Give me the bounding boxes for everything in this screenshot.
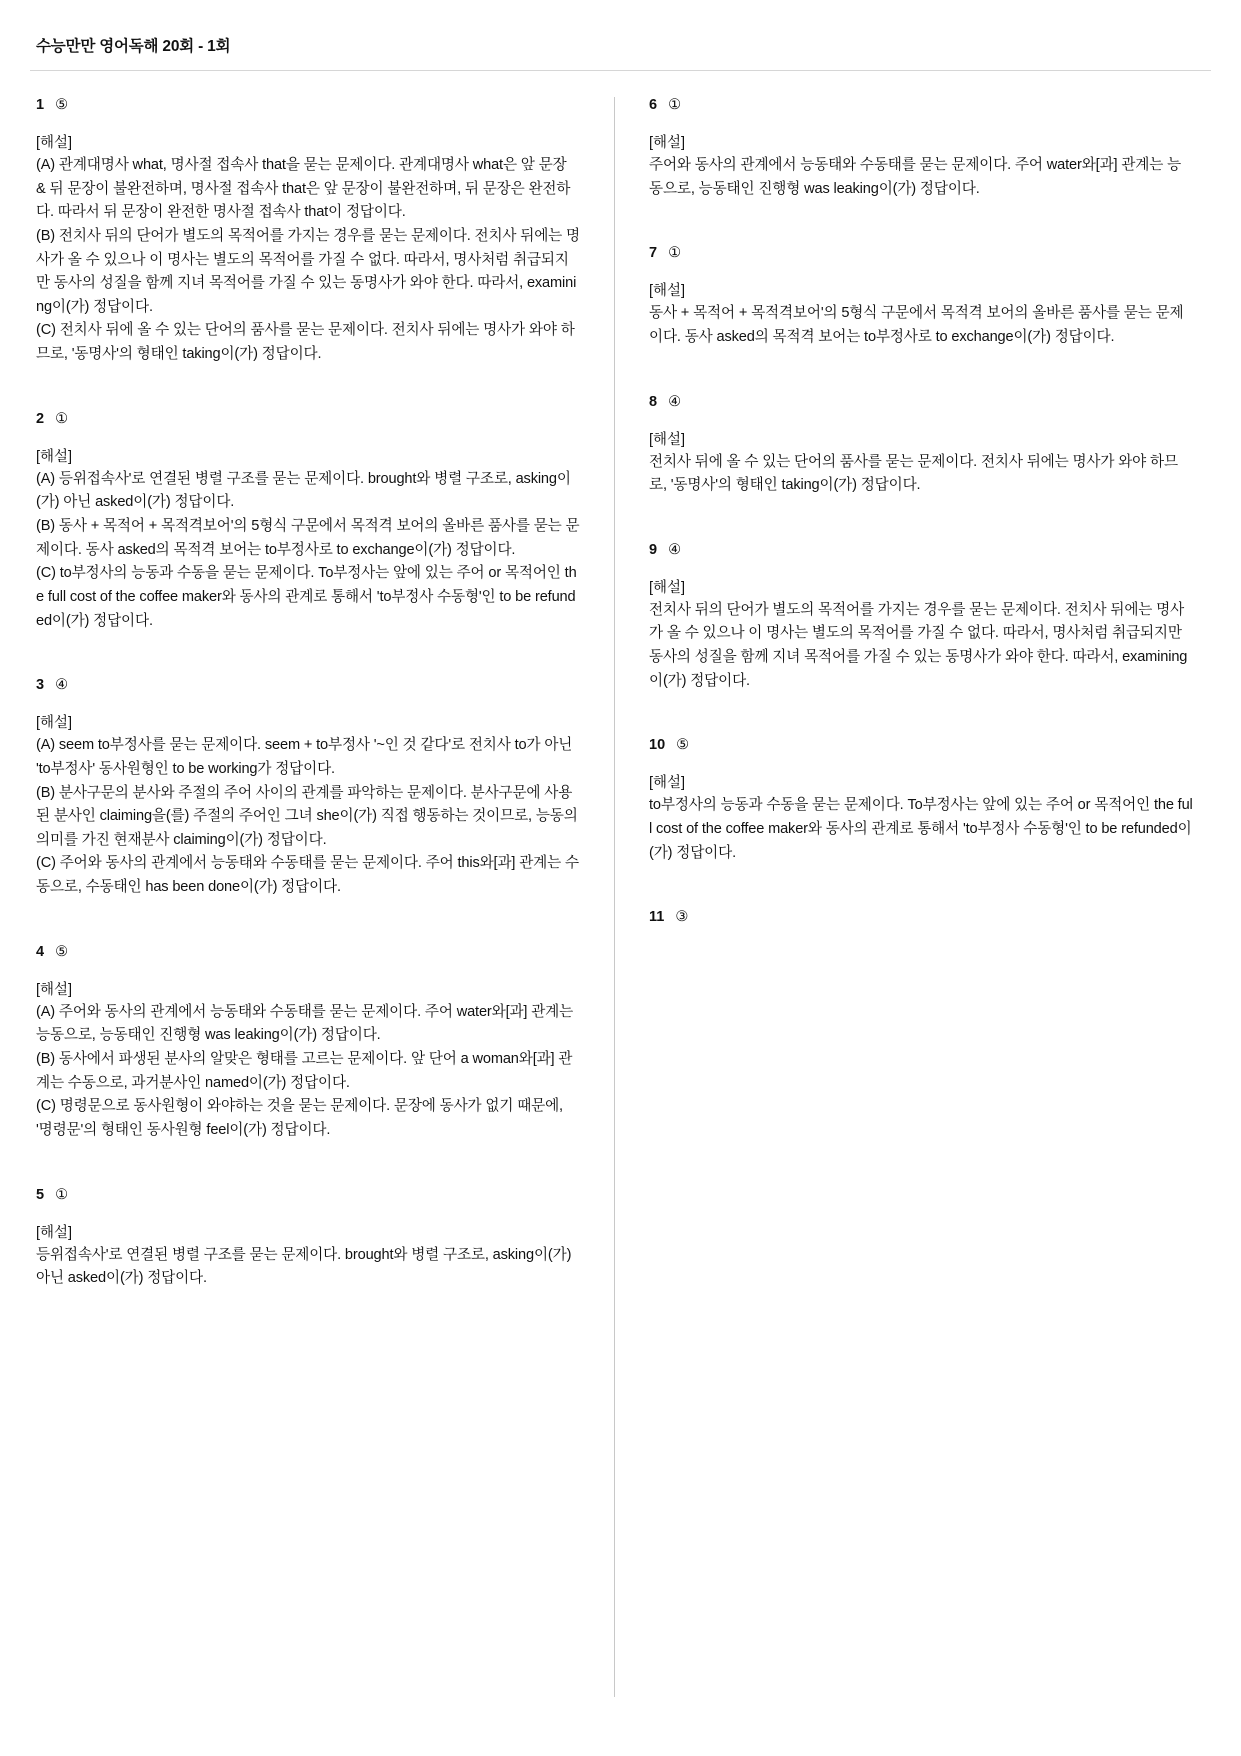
answer-item — [36, 1187, 580, 1291]
explanation-line: 주어와 동사의 관계에서 능동태와 수동태를 묻는 문제이다. 주어 water와[과] 관계는 능동으로, 능동태인 진행형 was leaking이(가) 정답이다. — [649, 157, 1182, 197]
answer-choice: ④ — [55, 677, 69, 694]
explanation-label: [해설] — [649, 283, 686, 300]
explanation-label: [해설] — [36, 715, 73, 732]
explanation-line: (B) 동사 + 목적어 + 목적격보어'의 5형식 구문에서 목적격 보어의 올바른 품사를 묻는 문제이다. 동사 asked의 목적격 보어는 to부정사로 to exchange이(가) 정답이다. — [36, 518, 580, 558]
explanation-body — [36, 734, 580, 899]
answer-item-header — [649, 909, 1193, 925]
answer-item — [36, 411, 580, 633]
question-number: 3 — [36, 677, 45, 694]
answer-choice: ① — [55, 1186, 69, 1203]
answer-choice: ① — [668, 97, 682, 113]
answer-choice: ⑤ — [55, 943, 69, 960]
answer-choice: ④ — [668, 393, 682, 410]
answer-item-header — [36, 944, 580, 960]
explanation-line: (A) 주어와 동사의 관계에서 능동태와 수동태를 묻는 문제이다. 주어 water와[과] 관계는 능동으로, 능동태인 진행형 was leaking이(가) 정답이다. — [36, 1003, 574, 1044]
explanation-line: (B) 분사구문의 분사와 주절의 주어 사이의 관계를 파악하는 문제이다. 분사구문에 사용된 분사인 claiming을(를) 주절의 주어인 그녀 she이(가) 직접 행동하는 것이므로, 능동의 의미를 가진 현재분사 claiming이(가) 정답이다. — [36, 784, 578, 848]
answer-choice: ① — [668, 245, 682, 262]
question-number: 9 — [649, 541, 658, 558]
explanation-body — [649, 302, 1193, 349]
answer-item-header — [649, 394, 1193, 410]
explanation-line: (B) 동사에서 파생된 분사의 알맞은 형태를 고르는 문제이다. 앞 단어 a woman와[과] 관계는 수동으로, 과거분사인 named이(가) 정답이다. — [36, 1051, 573, 1091]
question-number: 4 — [36, 943, 45, 960]
answer-item — [36, 677, 580, 899]
answer-item — [36, 97, 580, 367]
answer-item-header — [36, 97, 580, 113]
question-number: 11 — [649, 909, 665, 926]
explanation-body — [36, 154, 580, 367]
question-number: 10 — [649, 737, 666, 754]
explanation-label: [해설] — [649, 135, 686, 151]
explanation-line: (C) to부정사의 능동과 수동을 묻는 문제이다. To부정사는 앞에 있는 주어 or 목적어인 the full cost of the coffee maker와 동사의 관계로 통해서 'to부정사 수동형'인 to be refunded이(가) 정답이다. — [36, 565, 577, 629]
answer-item — [649, 245, 1193, 349]
explanation-label: [해설] — [649, 431, 686, 448]
explanation-label: [해설] — [36, 135, 73, 151]
answer-item-header — [36, 677, 580, 693]
explanation-label: [해설] — [36, 448, 73, 465]
explanation-line: 전치사 뒤에 올 수 있는 단어의 품사를 묻는 문제이다. 전치사 뒤에는 명사가 와야 하므로, '동명사'의 형태인 taking이(가) 정답이다. — [649, 453, 1178, 494]
explanation-label: [해설] — [649, 775, 686, 792]
answer-choice: ⑤ — [55, 97, 69, 113]
answer-item — [649, 97, 1193, 201]
title-divider — [30, 70, 1211, 71]
two-column-layout — [36, 97, 1205, 1697]
question-number: 7 — [649, 245, 658, 262]
right-column — [615, 97, 1193, 1697]
explanation-body — [649, 794, 1193, 865]
explanation-label: [해설] — [649, 579, 686, 596]
question-number: 5 — [36, 1186, 45, 1203]
answer-item-header — [36, 1187, 580, 1203]
answer-item-header — [649, 97, 1193, 113]
answer-item — [649, 542, 1193, 694]
explanation-line: 전치사 뒤의 단어가 별도의 목적어를 가지는 경우를 묻는 문제이다. 전치사 뒤에는 명사가 올 수 있으나 이 명사는 별도의 목적어를 가질 수 없다. 따라서, 명사처럼 취급되지만 동사의 성질을 함께 지녀 목적어를 가질 수 있는 동명사가 와야 한다. 따라서, examining이(가) 정답이다. — [649, 601, 1188, 689]
explanation-line: (C) 명령문으로 동사원형이 와야하는 것을 묻는 문제이다. 문장에 동사가 없기 때문에, '명령문'의 형태인 동사원형 feel이(가) 정답이다. — [36, 1098, 563, 1138]
explanation-body — [649, 451, 1193, 498]
answer-choice: ③ — [675, 909, 689, 926]
explanation-line: (A) 관계대명사 what, 명사절 접속사 that을 묻는 문제이다. 관계대명사 what은 앞 문장 & 뒤 문장이 불완전하며, 명사절 접속사 that은 앞 문장이 불완전하며, 뒤 문장은 완전하다. 따라서 뒤 문장이 완전한 명사절 접속사 that이 정답이다. — [36, 157, 571, 221]
left-column — [36, 97, 614, 1697]
answer-item — [649, 394, 1193, 498]
question-number: 1 — [36, 97, 45, 113]
explanation-body — [649, 154, 1193, 201]
page-title: 수능만만 영어독해 20회 - 1회 — [36, 38, 231, 55]
answer-item — [649, 909, 1193, 925]
answer-item-header — [649, 542, 1193, 558]
answer-choice: ① — [55, 410, 69, 427]
question-number: 6 — [649, 97, 658, 113]
answer-choice: ④ — [668, 541, 682, 558]
explanation-body — [36, 468, 580, 633]
explanation-body — [36, 1244, 580, 1291]
explanation-label: [해설] — [36, 1224, 73, 1241]
answer-item-header — [649, 737, 1193, 753]
explanation-line: (C) 전치사 뒤에 올 수 있는 단어의 품사를 묻는 문제이다. 전치사 뒤에는 명사가 와야 하므로, '동명사'의 형태인 taking이(가) 정답이다. — [36, 322, 575, 363]
explanation-line: (A) seem to부정사를 묻는 문제이다. seem + to부정사 '~인 것 같다'로 전치사 to가 아닌 'to부정사' 동사원형인 to be working가 정답이다. — [36, 737, 573, 777]
explanation-line: (C) 주어와 동사의 관계에서 능동태와 수동태를 묻는 문제이다. 주어 this와[과] 관계는 수동으로, 수동태인 has been done이(가) 정답이다. — [36, 855, 579, 896]
explanation-body — [649, 599, 1193, 694]
explanation-line: 등위접속사'로 연결된 병렬 구조를 묻는 문제이다. brought와 병렬 구조로, asking이(가) 아닌 asked이(가) 정답이다. — [36, 1246, 572, 1287]
answer-choice: ⑤ — [676, 737, 690, 754]
answer-item — [649, 737, 1193, 865]
answer-item-header — [649, 245, 1193, 261]
explanation-label: [해설] — [36, 981, 73, 998]
explanation-body — [36, 1001, 580, 1143]
explanation-line: (A) 등위접속사'로 연결된 병렬 구조를 묻는 문제이다. brought와 병렬 구조로, asking이(가) 아닌 asked이(가) 정답이다. — [36, 470, 571, 511]
answer-item — [36, 944, 580, 1143]
answer-item-header — [36, 411, 580, 427]
explanation-line: (B) 전치사 뒤의 단어가 별도의 목적어를 가지는 경우를 묻는 문제이다. 전치사 뒤에는 명사가 올 수 있으나 이 명사는 별도의 목적어를 가질 수 없다. 따라서, 명사처럼 취급되지만 동사의 성질을 함께 지녀 목적어를 가질 수 있는 동명사가 와야 한다. 따라서, examining이(가) 정답이다. — [36, 227, 580, 315]
explanation-line: to부정사의 능동과 수동을 묻는 문제이다. To부정사는 앞에 있는 주어 or 목적어인 the full cost of the coffee maker와 동사의 관계로 통해서 'to부정사 수동형'인 to be refunded이(가) 정답이다. — [649, 797, 1193, 861]
question-number: 2 — [36, 410, 45, 427]
explanation-line: 동사 + 목적어 + 목적격보어'의 5형식 구문에서 목적격 보어의 올바른 품사를 묻는 문제이다. 동사 asked의 목적격 보어는 to부정사로 to exchange이(가) 정답이다. — [649, 305, 1184, 345]
question-number: 8 — [649, 393, 658, 410]
